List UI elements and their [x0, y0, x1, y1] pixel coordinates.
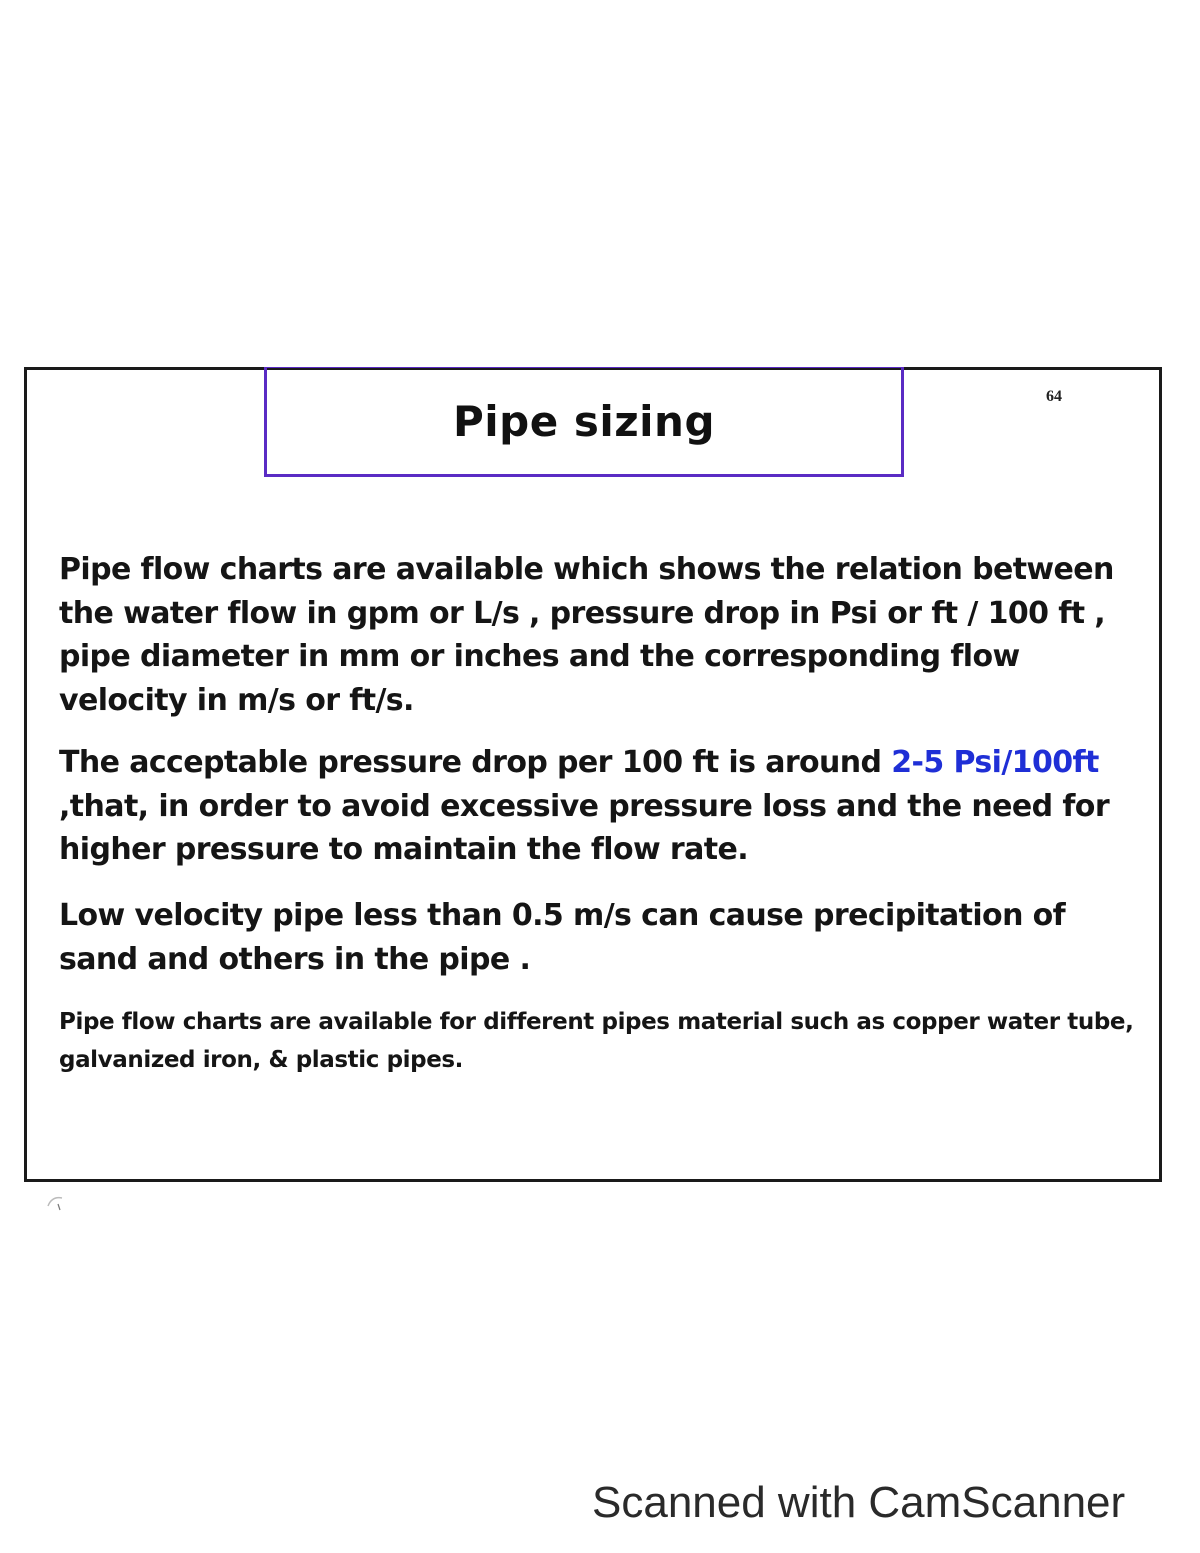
paragraph-pipe-materials: Pipe flow charts are available for different pipes material such as copper water tube, galvanized iron, & plastic pipes. [59, 1009, 1134, 1073]
paragraph-pressure-drop [59, 741, 1149, 872]
slide-title: Pipe sizing [452, 396, 716, 446]
title-box [264, 367, 904, 477]
camscanner-watermark: Scanned with CamScanner [592, 1478, 1126, 1527]
scan-artifact-icon [44, 1192, 74, 1214]
pressure-drop-highlight: 2-5 Psi/100ft [891, 745, 1099, 780]
paragraph-pressure-drop-text-end: ,that, in order to avoid excessive pressure loss and the need for higher pressure to maintain the flow rate. [59, 788, 1110, 867]
slide-frame [24, 367, 1162, 1182]
paragraph-pipe-flow-charts: Pipe flow charts are available which shows the relation between the water flow in gpm or L/s , pressure drop in Psi or ft / 100 ft , pipe diameter in mm or inches and the corresponding flow velocity in m/s or ft/s. [59, 552, 1114, 718]
paragraph-pressure-drop-text-start: The acceptable pressure drop per 100 ft is around [59, 745, 892, 780]
page-number: 64 [1046, 388, 1062, 405]
paragraph-low-velocity: Low velocity pipe less than 0.5 m/s can cause precipitation of sand and others in the pipe . [59, 898, 1066, 977]
